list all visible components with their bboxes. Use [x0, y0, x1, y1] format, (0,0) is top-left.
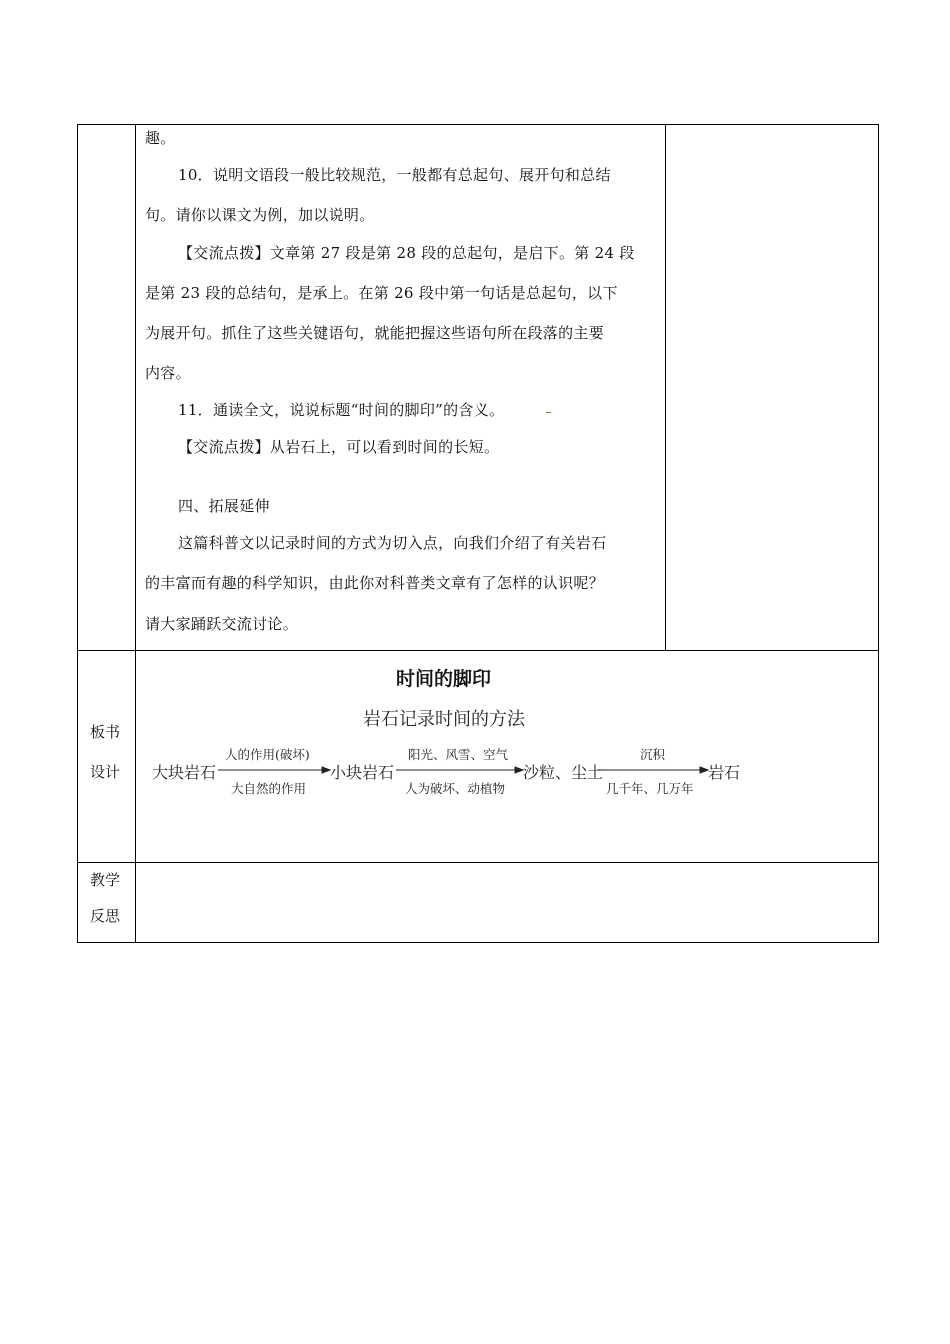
edit-mark	[546, 412, 551, 413]
answer-10-line-3: 为展开句。抓住了这些关键语句，就能把握这些语句所在段落的主要	[145, 324, 605, 342]
flow-arrowhead-1	[322, 767, 330, 773]
flow-node-rock: 岩石	[708, 763, 741, 782]
question-11: 11．通读全文，说说标题“时间的脚印”的含义。	[178, 401, 505, 419]
flow-label-sun-wind: 阳光、风雪、空气	[408, 747, 509, 762]
flow-label-nature-action: 大自然的作用	[231, 781, 307, 796]
extension-line-2: 的丰富而有趣的科学知识，由此你对科普类文章有了怎样的认识呢？	[145, 574, 605, 592]
table-border-top	[77, 124, 879, 125]
flow-label-human-action: 人的作用(破坏)	[225, 747, 310, 762]
board-title: 时间的脚印	[396, 668, 492, 690]
section-heading-extension: 四、拓展延伸	[178, 497, 270, 515]
flow-label-years: 几千年、几万年	[606, 781, 694, 796]
reflection-content[interactable]	[140, 868, 870, 938]
answer-10-line-2: 是第 23 段的总结句，是承上。在第 26 段中第一句话是总起句，以下	[145, 284, 618, 302]
board-subtitle: 岩石记录时间的方法	[363, 709, 525, 730]
question-10-line-1: 10．说明文语段一般比较规范，一般都有总起句、展开句和总结	[178, 166, 611, 184]
table-border-bottom	[77, 942, 879, 943]
table-row-divider-2	[77, 862, 879, 863]
table-col-divider	[135, 124, 136, 943]
table-right-col-divider	[665, 124, 666, 651]
reflection-label-1: 教学	[90, 871, 121, 889]
flow-node-sand-dust: 沙粒、尘土	[523, 763, 604, 782]
answer-10-line-1: 【交流点拨】文章第 27 段是第 28 段的总起句，是启下。第 24 段	[178, 244, 635, 262]
extension-line-1: 这篇科普文以记录时间的方式为切入点，向我们介绍了有关岩石	[178, 534, 607, 552]
table-border-right	[878, 124, 879, 943]
reflection-label-2: 反思	[90, 907, 121, 925]
flow-label-human-biology: 人为破坏、动植物	[405, 781, 506, 796]
flow-label-sedimentation: 沉积	[640, 747, 666, 762]
board-design-label-2: 设计	[90, 763, 121, 781]
answer-11: 【交流点拨】从岩石上，可以看到时间的长短。	[178, 438, 500, 456]
flow-arrowhead-3	[700, 767, 708, 773]
question-10-line-2: 句。请你以课文为例，加以说明。	[145, 206, 375, 224]
answer-10-line-4: 内容。	[145, 364, 191, 382]
flow-arrowhead-2	[515, 767, 523, 773]
flow-node-small-rock: 小块岩石	[330, 763, 395, 782]
flow-node-large-rock: 大块岩石	[152, 763, 217, 782]
board-design-label-1: 板书	[90, 723, 121, 741]
paragraph-line: 趣。	[145, 129, 176, 147]
table-row-divider-1	[77, 650, 879, 651]
table-border-left	[77, 124, 78, 943]
extension-line-3: 请大家踊跃交流讨论。	[145, 615, 299, 633]
